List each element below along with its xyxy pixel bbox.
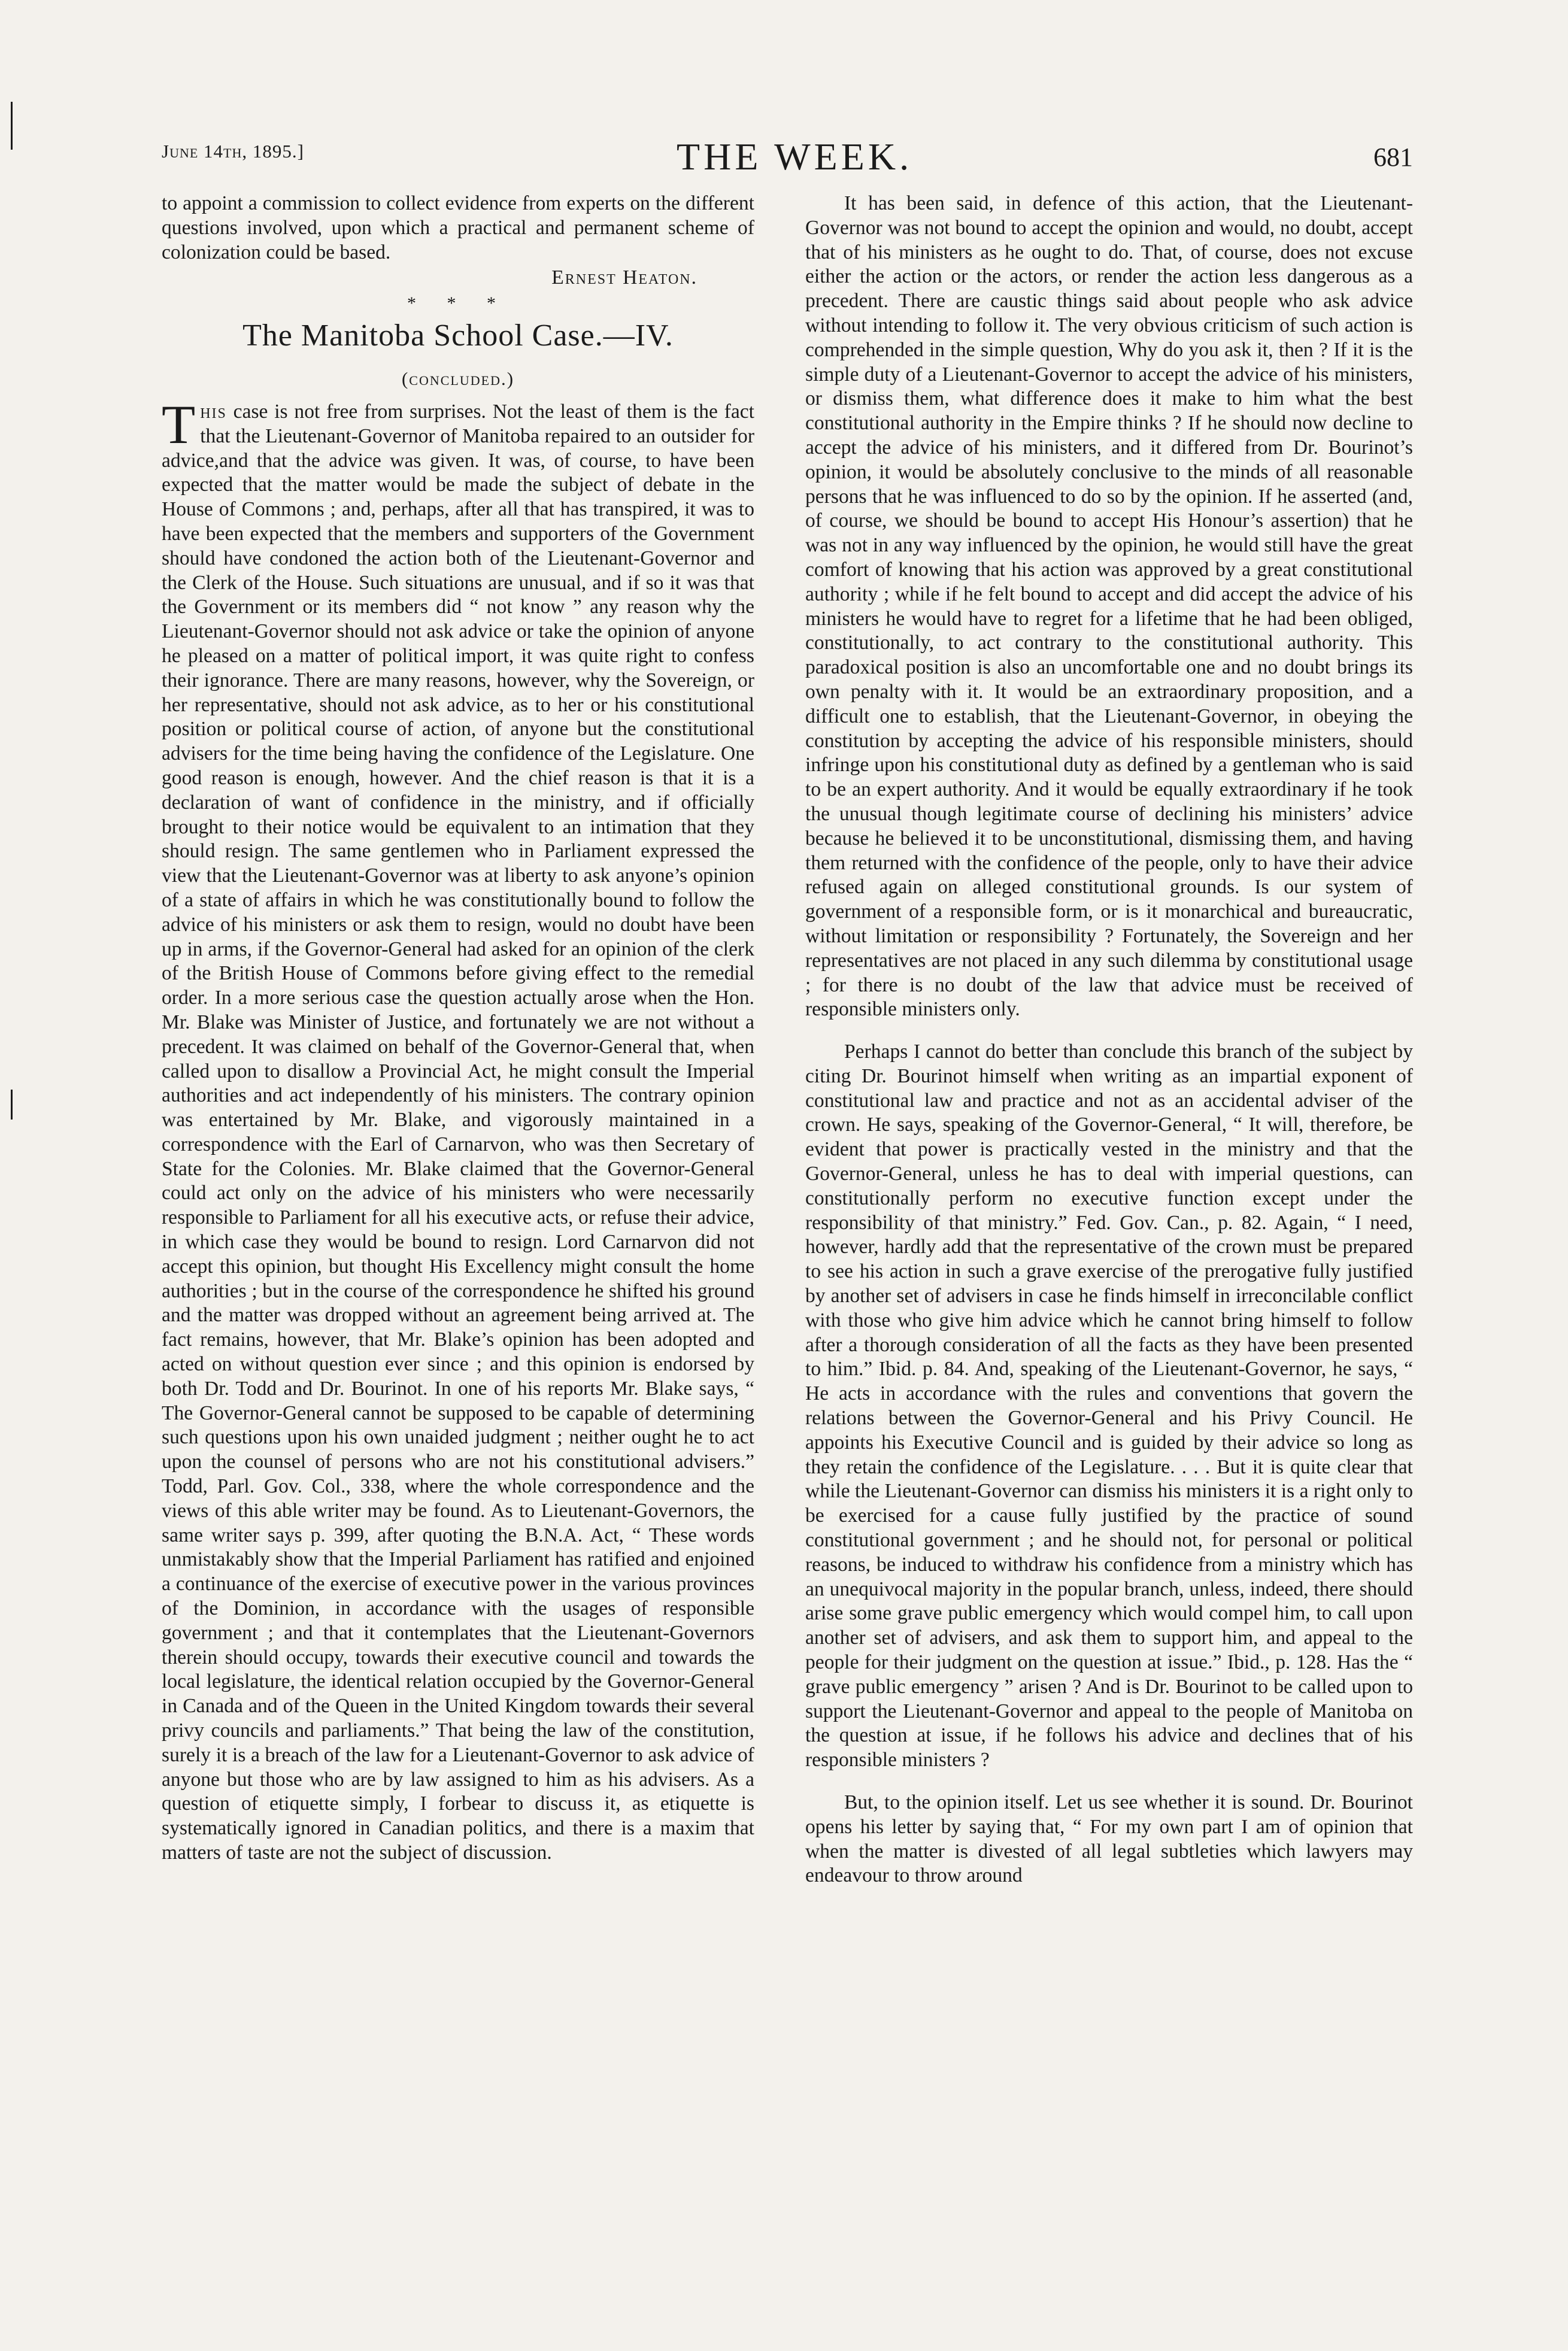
drop-cap: T xyxy=(162,393,196,455)
article-paragraph-3: Perhaps I cannot do better than conclude this branch of the subject by citing Dr. Bourinot himself when writing as an impartial exponent of constitutional law and practice and not as an accidental adviser of the crown. He says, speaking of the Governor-General, “ It will, therefore, be evident that power is practically vested in the ministry and that the Governor-General, unless he has to deal with imperial questions, can constitutionally perform no executive function except under the responsibility of that ministry.” Fed. Gov. Can., p. 82. Again, “ I need, however, hardly add that the representative of the crown must be prepared to see his action in such a grave exercise of the prerogative fully justified by another set of advisers in case he finds himself in irreconcilable conflict with those who give him advice which he cannot bring himself to follow after a thorough consideration of all the facts as they have been presented to him.” Ibid. p. 84. And, speaking of the Lieutenant-Governor, he says, “ He acts in accordance with the rules and conventions that govern the relations between the Governor-General and his Privy Council. He appoints his Executive Council and is guided by their advice so long as they retain the confidence of the Legislature. . . . But it is quite clear that while the Lieutenant-Governor can dismiss his ministers it is a right only to be exercised for a cause fully justified by the practice of sound constitutional government ; and he should not, for personal or political reasons, be induced to withdraw his confidence from a ministry which has an unequivocal majority in the popular branch, unless, indeed, there should arise some grave public emergency which would compel him, to call upon another set of advisers, and ask them to support him, and appeal to the people for their judgment on the question at issue.” Ibid., p. 128. Has the “ grave public emergency ” arisen ? And is Dr. Bourinot to be called upon to support the Lieutenant-Governor and appeal to the people of Manitoba on the question at issue, if he follows his advice and declines that of his responsible ministers ? xyxy=(805,1040,1413,1771)
article-paragraph-2: It has been said, in defence of this action, that the Lieutenant-Governor was not bound to accept the opinion and would, no doubt, accept that of his ministers as he ought to do. That, of course, does not excuse either the action or the actors, or render the action less dangerous as a precedent. There are caustic things said about people who ask advice without intending to follow it. The very obvious criticism of such action is comprehended in the simple question, Why do you ask it, then ? If it is the simple duty of a Lieutenant-Governor to accept the advice of his ministers, or dismiss them, what difference does it make to him what the best constitutional authority in the Empire thinks ? If he should now decline to accept the advice of his ministers, and it differed from Dr. Bourinot’s opinion, it would be absolutely conclusive to the minds of all reasonable persons that he was influenced to do so by the opinion. If he asserted (and, of course, we should be bound to accept His Honour’s assertion) that he was not in any way influenced by the opinion, he would still have the great comfort of knowing that his action was approved by a great constitutional authority ; while if he felt bound to accept and did accept the advice of his ministers he would have to regret for a lifetime that he had been obliged, constitutionally, to act contrary to the constitutional authority. This paradoxical position is also an uncomfortable one and no doubt brings its own penalty with it. It would be an extraordinary proposition, and a difficult one to establish, that the Lieutenant-Governor, in obeying the constitution by accepting the advice of his responsible ministers, should infringe upon his constitutional duty as defined by a gentleman who is said to be an expert authority. And it would be equally extraordinary if he took the unusual though legitimate course of declining his ministers’ advice because he believed it to be unconstitutional, dismissing them, and having them returned with the confidence of the people, only to have their advice refused again on alleged constitutional grounds. Is our system of government of a responsible form, or is it monarchical and bureaucratic, without limitation or responsibility ? Fortunately, the Sovereign and her representatives are not placed in any such dilemma by constitutional usage ; for there is no doubt of the law that advice must be received of responsible ministers only. xyxy=(805,192,1413,1021)
previous-article-closing: to appoint a commission to collect evidence from experts on the different questions involved, upon which a practical and permanent scheme of colonization could be based. xyxy=(162,192,754,263)
issue-date: June 14th, 1895.] xyxy=(162,141,304,162)
right-column xyxy=(805,192,1413,1888)
paragraph-1-text: case is not free from surprises. Not the least of them is the fact that the Lieutenant-Governor of Manitoba repaired to an outsider for advice,and that the advice was given. It was, of course, to have been expected that the matter would be made the subject of debate in the House of Commons ; and, perhaps, after all that has transpired, it was to have been expected that the members and supporters of the Government should have condoned the action both of the Lieutenant-Governor and the Clerk of the House. Such situations are unusual, and if so it was that the Government or its members did “ not know ” any reason why the Lieutenant-Governor should not ask advice or take the opinion of anyone he pleased on a matter of political import, it was quite right to confess their ignorance. There are many reasons, however, why the Sovereign, or her representative, should not ask advice, as to her or his constitutional position or political course of action, of anyone but the constitutional advisers for the time being having the confidence of the Legislature. One good reason is enough, however. And the chief reason is that it is a declaration of want of confidence in the ministry, and if officially brought to their notice would be equivalent to an intimation that they should resign. The same gentlemen who in Parliament expressed the view that the Lieutenant-Governor was at liberty to ask anyone’s opinion of a state of affairs in which he was constitutionally bound to follow the advice of his ministers or ask them to resign, would no doubt have been up in arms, if the Governor-General had asked for an opinion of the clerk of the British House of Commons before giving effect to the remedial order. In a more serious case the question actually arose when the Hon. Mr. Blake was Minister of Justice, and fortunately we are not without a precedent. It was claimed on behalf of the Governor-General that, when called upon to disallow a Provincial Act, he might consult the Imperial authorities and act independently of his ministers. The contrary opinion was entertained by Mr. Blake, and vigorously maintained in a correspondence with the Earl of Carnarvon, who was then Secretary of State for the Colonies. Mr. Blake claimed that the Governor-General could act only on the advice of his ministers who were necessarily responsible to Parliament for all his executive acts, or refuse their advice, in which case they would be bound to resign. Lord Carnarvon did not accept this opinion, but thought His Excellency might consult the home authorities ; but in the course of the correspondence he shifted his ground and the matter was dropped without an agreement being arrived at. The fact remains, however, that Mr. Blake’s opinion has been adopted and acted on without question ever since ; and this opinion is endorsed by both Dr. Todd and Dr. Bourinot. In one of his reports Mr. Blake says, “ The Governor-General cannot be supposed to be capable of determining such questions upon his own unaided judgment ; neither ought he to act upon the counsel of persons who are not his constitutional advisers.” Todd, Parl. Gov. Col., 338, where the whole correspondence and the views of this able writer may be found. As to Lieutenant-Governors, the same writer says p. 399, after quoting the B.N.A. Act, “ These words unmistakably show that the Imperial Parliament has ratified and enjoined a continuance of the exercise of executive power in the various provinces of the Dominion, in accordance with the usages of responsible government ; and that it contemplates that the Lieutenant-Governors therein should occupy, towards their executive council and towards the local legislature, the identical relation occupied by the Governor-General in Canada and of the Queen in the United Kingdom towards their several privy councils and parliaments.” That being the law of the constitution, surely it is a breach of the law for a Lieutenant-Governor to ask advice of anyone but those who are by law assigned to him as his advisers. As a question of etiquette simply, I forbear to discuss it, as etiquette is systematically ignored in Canadian politics, and there is a maxim that matters of taste are not the subject of discussion. xyxy=(162,400,754,1864)
journal-title: THE WEEK. xyxy=(677,135,913,178)
previous-article-author: Ernest Heaton. xyxy=(551,266,697,289)
running-header xyxy=(162,135,1413,183)
margin-mark xyxy=(11,1090,13,1120)
section-separator: * * * xyxy=(407,293,509,314)
margin-mark xyxy=(11,102,13,150)
article-paragraph-4: But, to the opinion itself. Let us see whether it is sound. Dr. Bourinot opens his letter by saying that, “ For my own part I am of opinion that when the matter is divested of all legal subtleties which lawyers may endeavour to throw around xyxy=(805,1791,1413,1887)
lead-word: his xyxy=(200,400,227,423)
article-title: The Manitoba School Case.—IV. xyxy=(242,318,674,353)
left-column xyxy=(162,192,754,1865)
article-paragraph-1 xyxy=(162,393,754,1865)
page-number: 681 xyxy=(1373,142,1413,172)
article-subtitle: (concluded.) xyxy=(401,368,515,390)
